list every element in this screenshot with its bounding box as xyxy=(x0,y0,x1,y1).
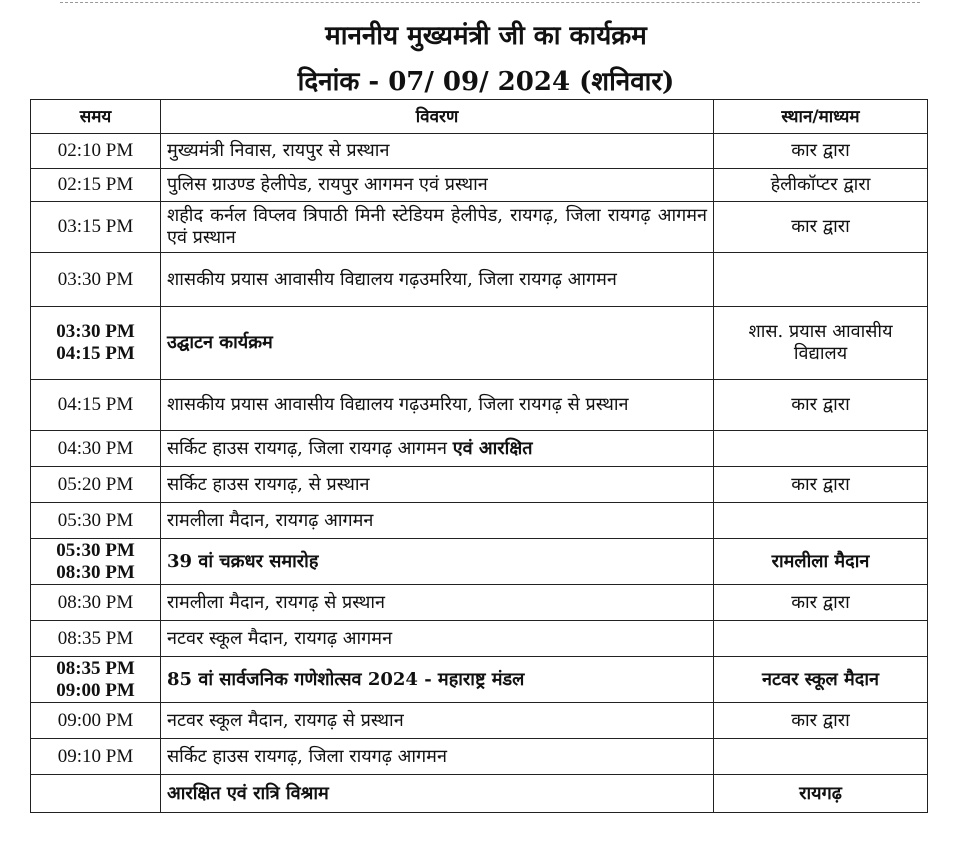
description-cell xyxy=(161,253,714,307)
header-place-mode: स्थान/माध्यम xyxy=(714,100,928,134)
description-text: पुलिस ग्राउण्ड हेलीपेड, रायपुर आगमन एवं प्रस्थान xyxy=(167,174,488,195)
place-mode-cell: कार द्वारा xyxy=(714,703,928,739)
time-start: 02:10 PM xyxy=(57,140,134,161)
place-mode-cell: कार द्वारा xyxy=(714,134,928,169)
description-cell xyxy=(161,621,714,657)
place-mode-cell: रामलीला मैदान xyxy=(714,539,928,585)
time-cell xyxy=(31,134,161,169)
time-start: 08:35 PM xyxy=(57,627,134,649)
place-mode-cell: कार द्वारा xyxy=(714,380,928,431)
table-row xyxy=(31,585,928,621)
place-mode-cell xyxy=(714,621,928,657)
schedule-table xyxy=(30,99,928,813)
place-mode-cell: हेलीकॉप्टर द्वारा xyxy=(714,169,928,202)
description-cell xyxy=(161,703,714,739)
table-row xyxy=(31,539,928,585)
description-bold-text: आरक्षित एवं रात्रि विश्राम xyxy=(167,782,329,804)
place-mode-cell: रायगढ़ xyxy=(714,775,928,813)
header-time: समय xyxy=(31,100,161,134)
table-row xyxy=(31,380,928,431)
table-row xyxy=(31,169,928,202)
table-row xyxy=(31,503,928,539)
header-description: विवरण xyxy=(161,100,714,134)
description-text: शासकीय प्रयास आवासीय विद्यालय गढ़उमरिया, जिला रायगढ़ आगमन xyxy=(167,268,617,290)
description-text: सर्किट हाउस रायगढ़, से प्रस्थान xyxy=(167,473,370,495)
table-row xyxy=(31,703,928,739)
place-mode-cell xyxy=(714,503,928,539)
table-row xyxy=(31,307,928,380)
time-start: 03:30 PM xyxy=(56,321,135,342)
description-cell xyxy=(161,380,714,431)
description-text: शहीद कर्नल विप्लव त्रिपाठी मिनी स्टेडियम हेलीपेड, रायगढ़, जिला रायगढ़ आगमन एवं प्रस्थान xyxy=(167,205,707,248)
time-start: 03:30 PM xyxy=(57,268,134,290)
time-cell xyxy=(31,380,161,431)
table-row xyxy=(31,253,928,307)
description-text: रामलीला मैदान, रायगढ़ से प्रस्थान xyxy=(167,591,386,613)
time-cell xyxy=(31,739,161,775)
time-cell xyxy=(31,585,161,621)
time-cell xyxy=(31,169,161,202)
table-header-row xyxy=(31,100,928,134)
date-line: दिनांक - 07/ 09/ 2024 (शनिवार) xyxy=(297,67,675,97)
top-divider xyxy=(60,2,920,7)
table-row xyxy=(31,775,928,813)
place-mode-cell xyxy=(714,431,928,467)
place-mode-cell xyxy=(714,739,928,775)
time-start: 04:30 PM xyxy=(57,437,134,459)
description-bold-text: 85 वां सार्वजनिक गणेशोत्सव 2024 - महाराष्ट्र मंडल xyxy=(167,668,525,690)
description-cell xyxy=(161,169,714,202)
description-text: शासकीय प्रयास आवासीय विद्यालय गढ़उमरिया, जिला रायगढ़ से प्रस्थान xyxy=(167,394,629,415)
time-start: 03:15 PM xyxy=(57,216,134,237)
time-start: 04:15 PM xyxy=(57,394,134,415)
description-bold-text: 39 वां चक्रधर समारोह xyxy=(167,550,319,572)
time-start: 02:15 PM xyxy=(57,174,134,195)
table-row xyxy=(31,657,928,703)
time-cell xyxy=(31,307,161,380)
time-cell xyxy=(31,202,161,253)
description-cell xyxy=(161,307,714,380)
time-cell xyxy=(31,467,161,503)
description-cell xyxy=(161,539,714,585)
time-cell xyxy=(31,703,161,739)
place-mode-cell: शास. प्रयास आवासीय विद्यालय xyxy=(714,307,928,380)
time-start: 08:35 PM xyxy=(56,657,135,679)
description-cell xyxy=(161,467,714,503)
time-start: 09:00 PM xyxy=(57,709,134,731)
time-start: 05:30 PM xyxy=(57,509,134,531)
time-end: 08:30 PM xyxy=(56,561,135,583)
time-cell xyxy=(31,775,161,813)
time-cell xyxy=(31,253,161,307)
description-text: सर्किट हाउस रायगढ़, जिला रायगढ़ आगमन xyxy=(167,745,447,767)
description-cell xyxy=(161,503,714,539)
time-end: 04:15 PM xyxy=(56,343,135,364)
time-start: 05:20 PM xyxy=(57,473,134,495)
time-cell xyxy=(31,431,161,467)
place-mode-cell: नटवर स्कूल मैदान xyxy=(714,657,928,703)
table-row xyxy=(31,467,928,503)
table-row xyxy=(31,431,928,467)
time-cell xyxy=(31,621,161,657)
table-row xyxy=(31,134,928,169)
time-cell xyxy=(31,657,161,703)
time-start: 09:10 PM xyxy=(57,745,134,767)
description-cell xyxy=(161,585,714,621)
time-start: 08:30 PM xyxy=(57,591,134,613)
time-cell xyxy=(31,503,161,539)
description-bold-text: एवं आरक्षित xyxy=(452,437,533,459)
page-title: माननीय मुख्यमंत्री जी का कार्यक्रम xyxy=(325,21,647,51)
table-row xyxy=(31,202,928,253)
place-mode-cell: कार द्वारा xyxy=(714,202,928,253)
description-cell xyxy=(161,134,714,169)
place-mode-cell: कार द्वारा xyxy=(714,467,928,503)
description-cell xyxy=(161,431,714,467)
time-end: 09:00 PM xyxy=(56,679,135,701)
time-cell xyxy=(31,539,161,585)
description-cell xyxy=(161,657,714,703)
description-cell xyxy=(161,739,714,775)
description-text: सर्किट हाउस रायगढ़, जिला रायगढ़ आगमन xyxy=(167,437,447,459)
description-cell xyxy=(161,775,714,813)
description-text: नटवर स्कूल मैदान, रायगढ़ आगमन xyxy=(167,627,393,649)
place-mode-cell xyxy=(714,253,928,307)
table-row xyxy=(31,739,928,775)
description-bold-text: उद्घाटन कार्यक्रम xyxy=(167,332,273,353)
description-text: रामलीला मैदान, रायगढ़ आगमन xyxy=(167,509,374,531)
time-start: 05:30 PM xyxy=(56,539,135,561)
table-row xyxy=(31,621,928,657)
description-cell xyxy=(161,202,714,253)
description-text: नटवर स्कूल मैदान, रायगढ़ से प्रस्थान xyxy=(167,709,404,731)
description-text: मुख्यमंत्री निवास, रायपुर से प्रस्थान xyxy=(167,140,390,161)
place-mode-cell: कार द्वारा xyxy=(714,585,928,621)
